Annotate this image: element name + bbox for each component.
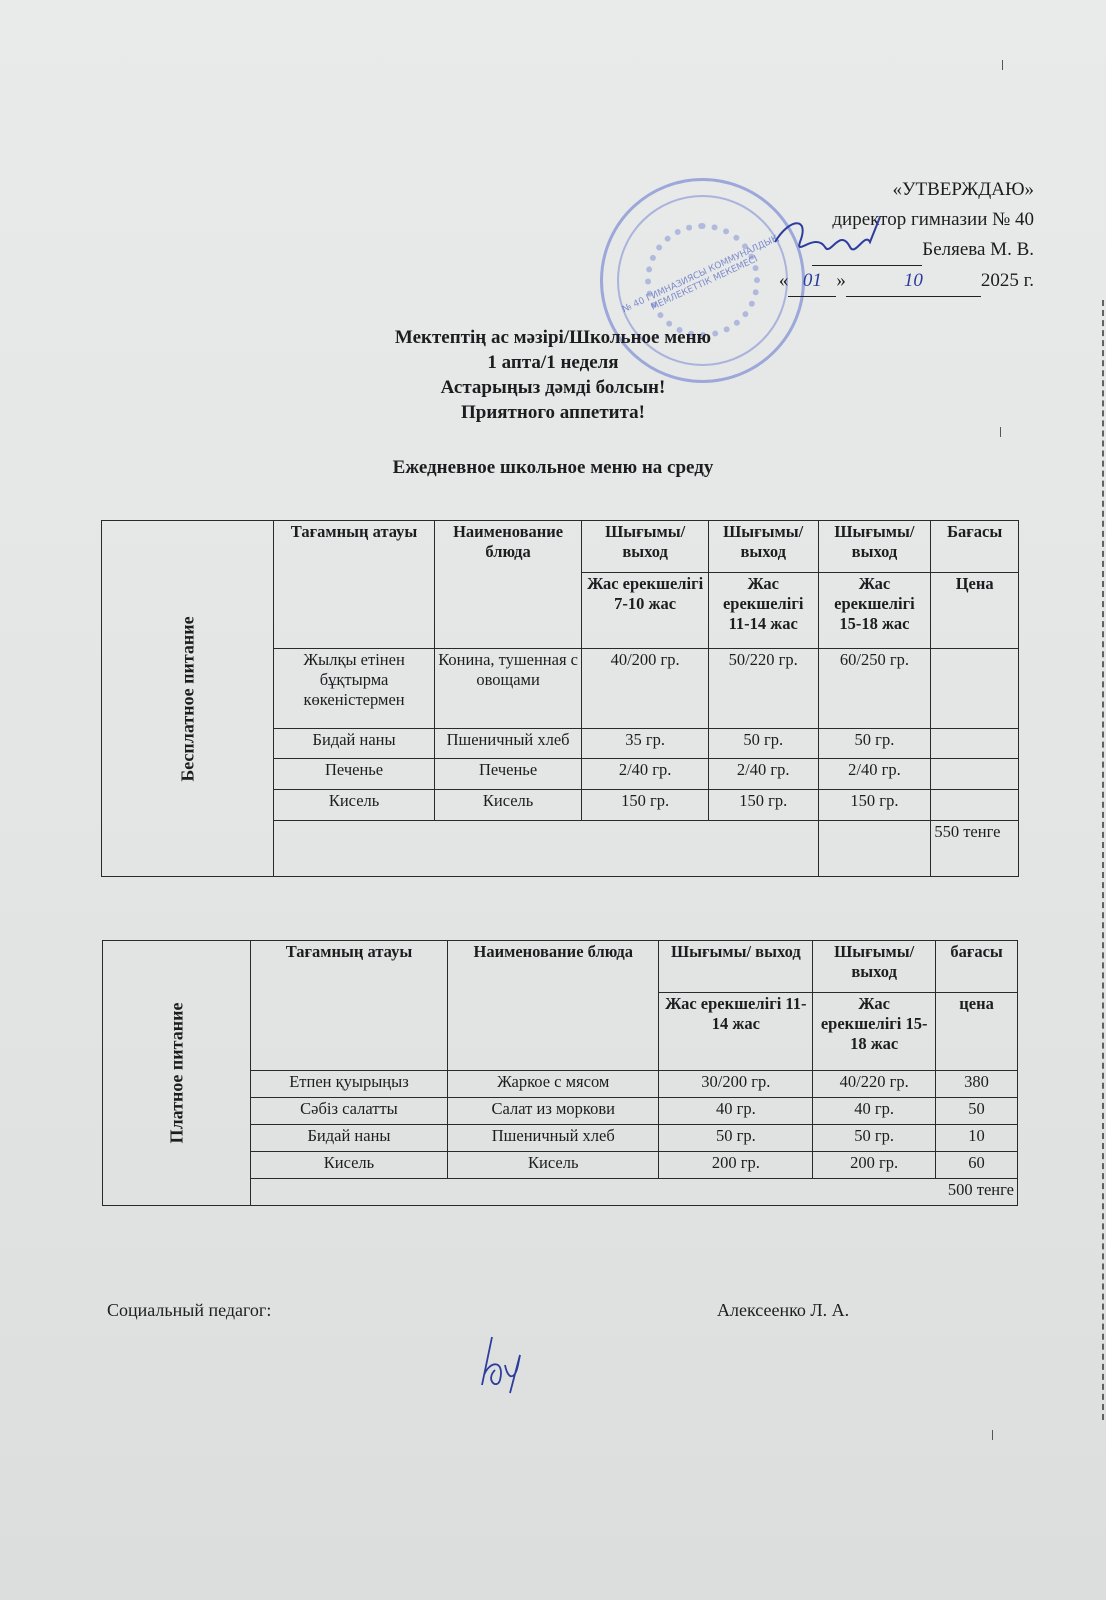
header-age-15-18: Жас ерекшелігі 15-18 жас: [818, 573, 931, 649]
output-11-14: 50/220 гр.: [708, 649, 818, 729]
header-age-15-18: Жас ерекшелігі 15-18 жас: [813, 993, 936, 1071]
output-11-14: 150 гр.: [708, 790, 818, 821]
free-meals-side-label: Бесплатное питание: [102, 521, 274, 877]
free-meals-table: [101, 520, 1019, 877]
output-11-14: 50 гр.: [708, 729, 818, 759]
date-year: 2025 г.: [980, 270, 1034, 291]
header-output: Шығымы/ выход: [813, 941, 936, 993]
price: [931, 790, 1019, 821]
header-price-kz: Бағасы: [931, 521, 1019, 573]
output-11-14: 2/40 гр.: [708, 759, 818, 790]
output-7-10: 40/200 гр.: [582, 649, 709, 729]
price: 60: [936, 1152, 1018, 1179]
output-15-18: 60/250 гр.: [818, 649, 931, 729]
approval-name: Беляева М. В.: [922, 239, 1034, 260]
date-day: 01: [788, 266, 836, 297]
dish-ru: Печенье: [434, 759, 582, 790]
total-empty: [274, 821, 818, 877]
total-price: 500 тенге: [250, 1179, 1017, 1206]
price: [931, 649, 1019, 729]
menu-title: Мектептің ас мәзірі/Школьное меню: [394, 327, 712, 348]
total-price: 550 тенге: [931, 821, 1019, 877]
paid-meals-side-label: Платное питание: [103, 941, 251, 1206]
header-age-11-14: Жас ерекшелігі 11-14 жас: [659, 993, 813, 1071]
date-month: 10: [846, 266, 981, 297]
header-output: Шығымы/ выход: [708, 521, 818, 573]
menu-titles: [0, 325, 1106, 480]
output-15-18: 40/220 гр.: [813, 1071, 936, 1098]
footer-role: Социальный педагог:: [107, 1300, 272, 1320]
paid-meals-table: [102, 940, 1018, 1206]
header-output: Шығымы/ выход: [818, 521, 931, 573]
output-11-14: 30/200 гр.: [659, 1071, 813, 1098]
director-signature: [770, 212, 890, 267]
output-15-18: 150 гр.: [818, 790, 931, 821]
dish-kz: Кисель: [274, 790, 434, 821]
price: 50: [936, 1098, 1018, 1125]
price: 10: [936, 1125, 1018, 1152]
header-price-ru: Цена: [931, 573, 1019, 649]
header-age-11-14: Жас ерекшелігі 11-14 жас: [708, 573, 818, 649]
dish-ru: Конина, тушенная с овощами: [434, 649, 582, 729]
output-15-18: 40 гр.: [813, 1098, 936, 1125]
output-15-18: 50 гр.: [818, 729, 931, 759]
output-15-18: 2/40 гр.: [818, 759, 931, 790]
price: 380: [936, 1071, 1018, 1098]
output-15-18: 200 гр.: [813, 1152, 936, 1179]
output-7-10: 2/40 гр.: [582, 759, 709, 790]
approval-date: « 01 » 10 2025 г.: [779, 266, 1034, 297]
greeting-kz: Астарыңыз дәмді болсын!: [440, 377, 666, 398]
dish-kz: Сәбіз салатты: [250, 1098, 447, 1125]
daily-menu-subtitle: Ежедневное школьное меню на среду: [392, 457, 714, 478]
header-age-7-10: Жас ерекшелігі 7-10 жас: [582, 573, 709, 649]
dish-kz: Жылқы етінен бұқтырма көкеністермен: [274, 649, 434, 729]
header-price-kz: бағасы: [936, 941, 1018, 993]
price: [931, 759, 1019, 790]
output-15-18: 50 гр.: [813, 1125, 936, 1152]
total-empty: [818, 821, 931, 877]
header-name-kz: Тағамның атауы: [250, 941, 447, 1071]
dish-kz: Етпен қуырыңыз: [250, 1071, 447, 1098]
dish-kz: Кисель: [250, 1152, 447, 1179]
approval-position: директор гимназии № 40: [832, 209, 1034, 230]
dish-ru: Жаркое с мясом: [448, 1071, 659, 1098]
dish-kz: Печенье: [274, 759, 434, 790]
dish-ru: Салат из моркови: [448, 1098, 659, 1125]
header-output: Шығымы/ выход: [582, 521, 709, 573]
pedagog-signature: [470, 1335, 540, 1395]
dish-ru: Пшеничный хлеб: [448, 1125, 659, 1152]
footer-name: Алексеенко Л. А.: [717, 1300, 850, 1320]
output-11-14: 200 гр.: [659, 1152, 813, 1179]
output-7-10: 35 гр.: [582, 729, 709, 759]
week-label: 1 апта/1 неделя: [487, 352, 619, 373]
dish-ru: Кисель: [448, 1152, 659, 1179]
stamp-text: № 40 ГИМНАЗИЯСЫ КОММУНАЛДЫҚ МЕМЛЕКЕТТІК МЕКЕМЕСІ: [620, 233, 780, 315]
output-7-10: 150 гр.: [582, 790, 709, 821]
scan-mark: [992, 1430, 993, 1440]
dish-kz: Бидай наны: [274, 729, 434, 759]
header-name-ru: Наименование блюда: [434, 521, 582, 649]
header-price-ru: цена: [936, 993, 1018, 1071]
header-name-ru: Наименование блюда: [448, 941, 659, 1071]
header-output: Шығымы/ выход: [659, 941, 813, 993]
approval-title: «УТВЕРЖДАЮ»: [892, 179, 1034, 200]
dish-ru: Пшеничный хлеб: [434, 729, 582, 759]
dish-ru: Кисель: [434, 790, 582, 821]
scan-mark: [1002, 60, 1003, 70]
dish-kz: Бидай наны: [250, 1125, 447, 1152]
output-11-14: 40 гр.: [659, 1098, 813, 1125]
greeting-ru: Приятного аппетита!: [460, 402, 645, 423]
header-name-kz: Тағамның атауы: [274, 521, 434, 649]
price: [931, 729, 1019, 759]
output-11-14: 50 гр.: [659, 1125, 813, 1152]
